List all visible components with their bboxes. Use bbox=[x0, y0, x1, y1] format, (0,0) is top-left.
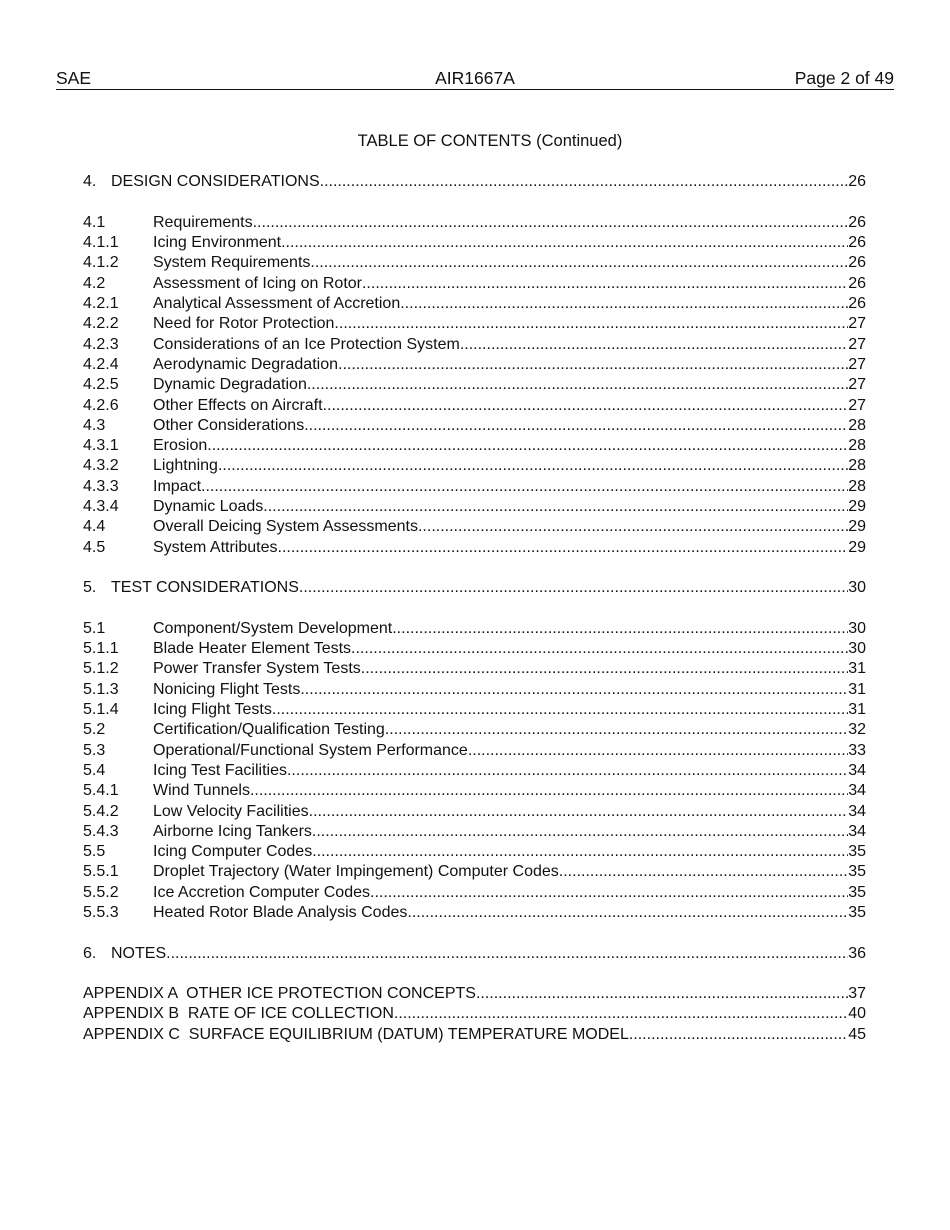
toc-entry-page: 35 bbox=[848, 883, 866, 901]
toc-entry bbox=[83, 578, 866, 598]
toc-entry-number: 5.4 bbox=[83, 761, 106, 779]
toc-entry bbox=[83, 273, 866, 293]
toc-title: TABLE OF CONTENTS (Continued) bbox=[357, 132, 623, 150]
toc-entry-title: Airborne Icing Tankers bbox=[153, 822, 312, 840]
toc-entry-page: 26 bbox=[848, 173, 866, 191]
toc-dot-leader bbox=[385, 720, 848, 740]
toc-entry-title: Ice Accretion Computer Codes bbox=[153, 883, 370, 901]
toc-entry-title: Aerodynamic Degradation bbox=[153, 355, 338, 373]
toc-entry-page: 40 bbox=[848, 1005, 866, 1023]
toc-entry-title: DESIGN CONSIDERATIONS bbox=[111, 173, 320, 191]
toc-entry-page: 34 bbox=[848, 782, 866, 800]
toc-entry-title: NOTES bbox=[111, 944, 167, 962]
toc-dot-leader bbox=[253, 213, 849, 233]
toc-entry-number: 5.5 bbox=[83, 843, 106, 861]
toc-entry-page: 35 bbox=[848, 903, 866, 921]
toc-dot-leader bbox=[250, 781, 848, 801]
toc-entry-page: 27 bbox=[848, 396, 866, 414]
toc-entry-title: Impact bbox=[153, 477, 202, 495]
toc-entry-title: Other Considerations bbox=[153, 416, 305, 434]
toc-entry-page: 30 bbox=[848, 579, 866, 597]
toc-entry-title: Heated Rotor Blade Analysis Codes bbox=[153, 903, 408, 921]
toc-entry-page: 26 bbox=[848, 234, 866, 252]
toc-entry-title: Overall Deicing System Assessments bbox=[153, 518, 418, 536]
table-of-contents bbox=[83, 172, 866, 1045]
toc-dot-leader bbox=[400, 294, 848, 314]
toc-entry-number: 4.1.2 bbox=[83, 254, 119, 272]
toc-entry-title: Operational/Functional System Performance bbox=[153, 741, 468, 759]
toc-entry-title: Erosion bbox=[153, 437, 208, 455]
toc-entry bbox=[83, 822, 866, 842]
toc-entry-number: 4.3.4 bbox=[83, 498, 119, 516]
toc-entry-title: System Requirements bbox=[153, 254, 311, 272]
toc-entry-number: 4.1.1 bbox=[83, 234, 119, 252]
toc-dot-leader bbox=[287, 761, 848, 781]
toc-entry-page: 28 bbox=[848, 437, 866, 455]
toc-entry-number: 4.4 bbox=[83, 518, 106, 536]
toc-entry-page: 29 bbox=[848, 498, 866, 516]
toc-dot-leader bbox=[468, 741, 848, 761]
toc-entry-title: TEST CONSIDERATIONS bbox=[111, 579, 299, 597]
toc-entry-number: 5.1.3 bbox=[83, 680, 119, 698]
toc-dot-leader bbox=[323, 396, 849, 416]
toc-entry bbox=[83, 740, 866, 760]
toc-entry-title: Droplet Trajectory (Water Impingement) Computer Codes bbox=[153, 863, 559, 881]
toc-entry-title: Icing Computer Codes bbox=[153, 843, 313, 861]
toc-entry-title: Other Effects on Aircraft bbox=[153, 396, 323, 414]
toc-dot-leader bbox=[476, 984, 848, 1004]
toc-entry-page: 34 bbox=[848, 822, 866, 840]
toc-entry-title: APPENDIX B RATE OF ICE COLLECTION bbox=[83, 1005, 394, 1023]
toc-dot-leader bbox=[304, 416, 848, 436]
toc-entry-number: 6. bbox=[83, 944, 97, 962]
toc-entry bbox=[83, 801, 866, 821]
toc-entry bbox=[83, 862, 866, 882]
toc-dot-leader bbox=[263, 497, 848, 517]
toc-dot-leader bbox=[201, 477, 848, 497]
toc-dot-leader bbox=[338, 355, 848, 375]
toc-dot-leader bbox=[281, 233, 848, 253]
toc-entry-number: 4.2.3 bbox=[83, 335, 119, 353]
toc-entry bbox=[83, 436, 866, 456]
toc-entry-number: 5. bbox=[83, 579, 97, 597]
toc-dot-leader bbox=[559, 862, 848, 882]
toc-entry-title: Low Velocity Facilities bbox=[153, 802, 309, 820]
toc-entry-page: 45 bbox=[848, 1025, 866, 1043]
toc-entry bbox=[83, 355, 866, 375]
toc-entry-number: 5.4.3 bbox=[83, 822, 119, 840]
toc-entry-page: 27 bbox=[848, 315, 866, 333]
toc-entry-page: 26 bbox=[848, 295, 866, 313]
toc-entry-title: Certification/Qualification Testing bbox=[153, 721, 385, 739]
toc-entry-page: 28 bbox=[848, 477, 866, 495]
toc-dot-leader bbox=[370, 883, 848, 903]
toc-dot-leader bbox=[418, 517, 848, 537]
toc-entry bbox=[83, 537, 866, 557]
toc-entry bbox=[83, 375, 866, 395]
toc-entry-title: Wind Tunnels bbox=[153, 782, 250, 800]
toc-dot-leader bbox=[278, 538, 849, 558]
toc-entry-page: 32 bbox=[848, 721, 866, 739]
toc-dot-leader bbox=[362, 274, 848, 294]
toc-entry-title: Requirements bbox=[153, 213, 253, 231]
toc-dot-leader bbox=[309, 802, 849, 822]
toc-entry-page: 31 bbox=[848, 660, 866, 678]
toc-entry bbox=[83, 781, 866, 801]
toc-entry-number: 4. bbox=[83, 173, 97, 191]
toc-dot-leader bbox=[320, 172, 849, 192]
toc-entry-number: 4.3.3 bbox=[83, 477, 119, 495]
toc-entry-title: Component/System Development bbox=[153, 619, 393, 637]
toc-entry-title: Considerations of an Ice Protection System bbox=[153, 335, 460, 353]
toc-entry-number: 4.5 bbox=[83, 538, 106, 556]
toc-entry-page: 29 bbox=[848, 518, 866, 536]
toc-entry bbox=[83, 1004, 866, 1024]
toc-dot-leader bbox=[629, 1025, 848, 1045]
toc-entry-title: Dynamic Degradation bbox=[153, 376, 307, 394]
toc-entry-page: 36 bbox=[848, 944, 866, 962]
toc-entry-title: Nonicing Flight Tests bbox=[153, 680, 301, 698]
toc-entry bbox=[83, 213, 866, 233]
toc-entry-title: APPENDIX A OTHER ICE PROTECTION CONCEPTS bbox=[83, 985, 476, 1003]
toc-entry-number: 4.3.1 bbox=[83, 437, 119, 455]
toc-entry bbox=[83, 456, 866, 476]
toc-entry bbox=[83, 903, 866, 923]
toc-entry-title: APPENDIX C SURFACE EQUILIBRIUM (DATUM) TEMPERATURE MODEL bbox=[83, 1025, 629, 1043]
toc-entry-page: 27 bbox=[848, 335, 866, 353]
toc-entry-page: 29 bbox=[848, 538, 866, 556]
toc-entry-page: 26 bbox=[848, 254, 866, 272]
toc-entry-title: Dynamic Loads bbox=[153, 498, 264, 516]
toc-entry-title: Icing Test Facilities bbox=[153, 761, 287, 779]
toc-entry-title: Assessment of Icing on Rotor bbox=[153, 274, 362, 292]
toc-entry bbox=[83, 395, 866, 415]
toc-entry-page: 28 bbox=[848, 457, 866, 475]
header-publisher: SAE bbox=[56, 68, 92, 88]
toc-entry-page: 35 bbox=[848, 843, 866, 861]
toc-entry bbox=[83, 619, 866, 639]
toc-entry bbox=[83, 1024, 866, 1044]
toc-entry bbox=[83, 416, 866, 436]
toc-entry-page: 31 bbox=[848, 701, 866, 719]
toc-dot-leader bbox=[361, 659, 848, 679]
header-document-number: AIR1667A bbox=[435, 68, 515, 88]
toc-entry-title: System Attributes bbox=[153, 538, 278, 556]
toc-dot-leader bbox=[299, 578, 848, 598]
toc-dot-leader bbox=[272, 700, 848, 720]
toc-entry-number: 5.4.2 bbox=[83, 802, 119, 820]
toc-entry bbox=[83, 253, 866, 273]
toc-dot-leader bbox=[207, 436, 848, 456]
toc-entry bbox=[83, 314, 866, 334]
toc-entry-page: 34 bbox=[848, 761, 866, 779]
toc-entry bbox=[83, 476, 866, 496]
toc-entry-number: 4.2.6 bbox=[83, 396, 119, 414]
toc-entry-number: 4.2 bbox=[83, 274, 106, 292]
toc-dot-leader bbox=[310, 253, 848, 273]
toc-entry-number: 5.5.1 bbox=[83, 863, 119, 881]
toc-entry bbox=[83, 172, 866, 192]
toc-entry bbox=[83, 294, 866, 314]
toc-entry-title: Lightning bbox=[153, 457, 218, 475]
toc-entry bbox=[83, 334, 866, 354]
toc-entry-page: 28 bbox=[848, 416, 866, 434]
toc-entry bbox=[83, 517, 866, 537]
toc-dot-leader bbox=[312, 842, 848, 862]
toc-entry-title: Analytical Assessment of Accretion bbox=[153, 295, 401, 313]
toc-entry-number: 5.1.4 bbox=[83, 701, 119, 719]
toc-entry-page: 31 bbox=[848, 680, 866, 698]
toc-dot-leader bbox=[460, 335, 848, 355]
toc-dot-leader bbox=[300, 680, 848, 700]
toc-entry-number: 5.3 bbox=[83, 741, 106, 759]
toc-entry-title: Icing Environment bbox=[153, 234, 282, 252]
toc-entry-page: 35 bbox=[848, 863, 866, 881]
toc-entry bbox=[83, 497, 866, 517]
toc-entry-page: 26 bbox=[848, 274, 866, 292]
toc-entry-title: Icing Flight Tests bbox=[153, 701, 272, 719]
toc-entry bbox=[83, 943, 866, 963]
toc-entry-number: 5.1.2 bbox=[83, 660, 119, 678]
toc-entry-page: 30 bbox=[848, 640, 866, 658]
toc-entry bbox=[83, 700, 866, 720]
toc-dot-leader bbox=[334, 314, 848, 334]
toc-dot-leader bbox=[218, 456, 848, 476]
toc-entry-page: 37 bbox=[848, 985, 866, 1003]
toc-entry-page: 26 bbox=[848, 213, 866, 231]
toc-entry-number: 5.1.1 bbox=[83, 640, 119, 658]
toc-dot-leader bbox=[312, 822, 848, 842]
toc-entry-page: 30 bbox=[848, 619, 866, 637]
toc-entry-number: 5.5.2 bbox=[83, 883, 119, 901]
toc-dot-leader bbox=[166, 944, 848, 964]
toc-entry-number: 4.2.5 bbox=[83, 376, 119, 394]
toc-entry-page: 33 bbox=[848, 741, 866, 759]
header-page-number: Page 2 of 49 bbox=[794, 68, 894, 88]
toc-dot-leader bbox=[392, 619, 848, 639]
toc-entry bbox=[83, 659, 866, 679]
toc-entry-number: 4.3 bbox=[83, 416, 106, 434]
toc-dot-leader bbox=[307, 375, 848, 395]
toc-dot-leader bbox=[351, 639, 848, 659]
toc-entry-number: 5.4.1 bbox=[83, 782, 119, 800]
toc-entry bbox=[83, 233, 866, 253]
toc-entry bbox=[83, 679, 866, 699]
toc-entry bbox=[83, 842, 866, 862]
toc-entry-number: 4.2.2 bbox=[83, 315, 119, 333]
toc-entry bbox=[83, 984, 866, 1004]
toc-entry bbox=[83, 639, 866, 659]
toc-entry-number: 4.1 bbox=[83, 213, 106, 231]
toc-entry-number: 5.2 bbox=[83, 721, 106, 739]
toc-entry-page: 27 bbox=[848, 376, 866, 394]
toc-entry bbox=[83, 882, 866, 902]
toc-dot-leader bbox=[407, 903, 848, 923]
toc-entry-number: 5.1 bbox=[83, 619, 106, 637]
toc-entry bbox=[83, 761, 866, 781]
toc-entry bbox=[83, 720, 866, 740]
toc-entry-number: 4.2.1 bbox=[83, 295, 119, 313]
toc-entry-number: 4.3.2 bbox=[83, 457, 119, 475]
page-header bbox=[56, 67, 894, 90]
toc-entry-page: 34 bbox=[848, 802, 866, 820]
toc-entry-number: 4.2.4 bbox=[83, 355, 119, 373]
toc-dot-leader bbox=[394, 1004, 848, 1024]
toc-entry-title: Blade Heater Element Tests bbox=[153, 640, 352, 658]
toc-entry-title: Need for Rotor Protection bbox=[153, 315, 335, 333]
toc-entry-number: 5.5.3 bbox=[83, 903, 119, 921]
toc-entry-page: 27 bbox=[848, 355, 866, 373]
toc-entry-title: Power Transfer System Tests bbox=[153, 660, 361, 678]
